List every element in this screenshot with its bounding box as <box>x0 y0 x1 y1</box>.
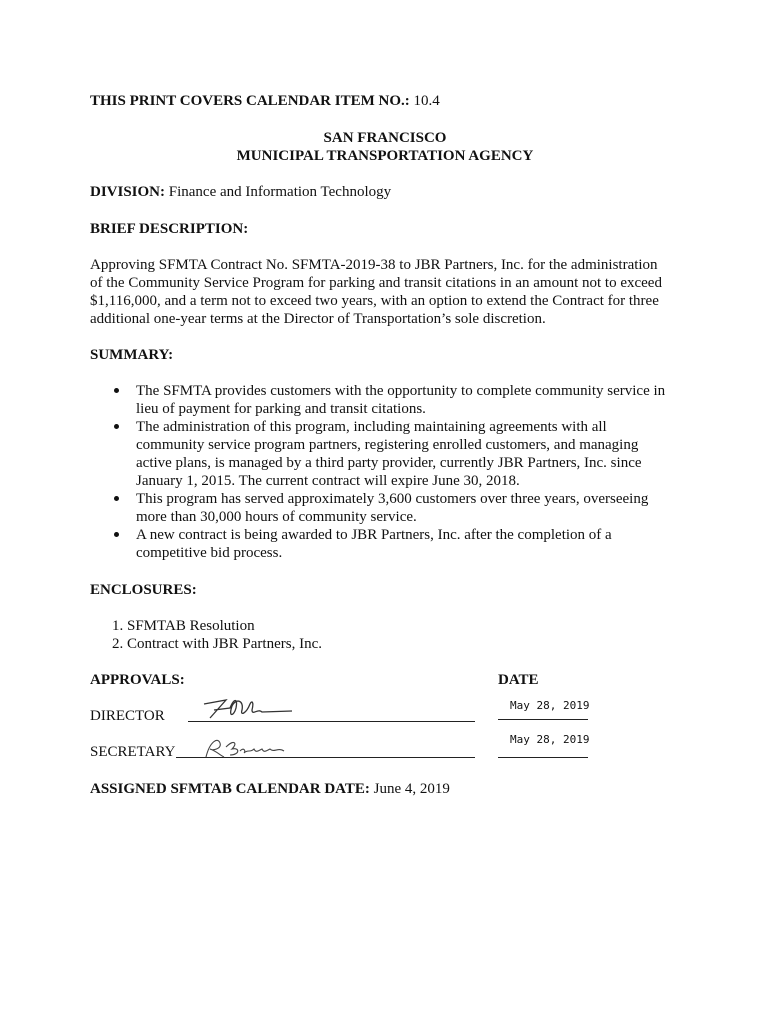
assigned-calendar-date-line <box>90 780 450 798</box>
brief-line: additional one-year terms at the Director of Transportation’s sole discretion. <box>90 311 546 327</box>
brief-line: Approving SFMTA Contract No. SFMTA-2019-38 to JBR Partners, Inc. for the administration <box>90 257 658 273</box>
summary-item: The administration of this program, including maintaining agreements with all community service program partners, registering enrolled customers, and managing active plans, is managed by a third party provider, currently JBR Partners, Inc. since January 1, 2015. The current contract will expire June 30, 2018. <box>112 418 692 490</box>
enclosure-item: 1. SFMTAB Resolution <box>112 618 255 634</box>
brief-line: of the Community Service Program for parking and transit citations in an amount not to exceed <box>90 275 662 291</box>
enclosures-list <box>112 617 322 653</box>
assigned-calendar-date-value: June 4, 2019 <box>373 781 450 797</box>
division-line <box>90 183 391 201</box>
agency-name-line1: SAN FRANCISCO <box>323 130 447 146</box>
brief-description-text <box>90 256 690 328</box>
summary-list <box>112 382 692 562</box>
director-signature-icon <box>200 694 295 724</box>
brief-line: $1,116,000, and a term not to exceed two years, with an option to extend the Contract for three <box>90 293 659 309</box>
summary-item: This program has served approximately 3,600 customers over three years, overseeing more than 30,000 hours of community service. <box>112 490 692 526</box>
summary-item: A new contract is being awarded to JBR Partners, Inc. after the completion of a competitive bid process. <box>112 526 692 562</box>
approvals-heading: APPROVALS: <box>90 672 185 688</box>
director-date: May 28, 2019 <box>510 699 590 712</box>
director-date-line <box>498 719 588 720</box>
calendar-item-value: 10.4 <box>413 93 440 109</box>
summary-item: The SFMTA provides customers with the opportunity to complete community service in lieu of payment for parking and transit citations. <box>112 382 692 418</box>
division-value: Finance and Information Technology <box>168 184 392 200</box>
calendar-item-line <box>90 92 440 110</box>
division-label: DIVISION: <box>90 184 166 200</box>
agency-name-line2: MUNICIPAL TRANSPORTATION AGENCY <box>236 148 534 164</box>
enclosures-heading: ENCLOSURES: <box>90 582 197 598</box>
secretary-date-line <box>498 757 588 758</box>
summary-heading: SUMMARY: <box>90 347 174 363</box>
calendar-item-label: THIS PRINT COVERS CALENDAR ITEM NO.: <box>90 93 410 109</box>
date-heading: DATE <box>498 672 539 688</box>
enclosure-item: 2. Contract with JBR Partners, Inc. <box>112 636 322 652</box>
secretary-label: SECRETARY <box>90 744 176 760</box>
secretary-date: May 28, 2019 <box>510 733 590 746</box>
assigned-calendar-date-label: ASSIGNED SFMTAB CALENDAR DATE: <box>90 781 370 797</box>
secretary-signature-icon <box>200 735 290 761</box>
director-label: DIRECTOR <box>90 708 165 724</box>
brief-description-heading: BRIEF DESCRIPTION: <box>90 221 249 237</box>
